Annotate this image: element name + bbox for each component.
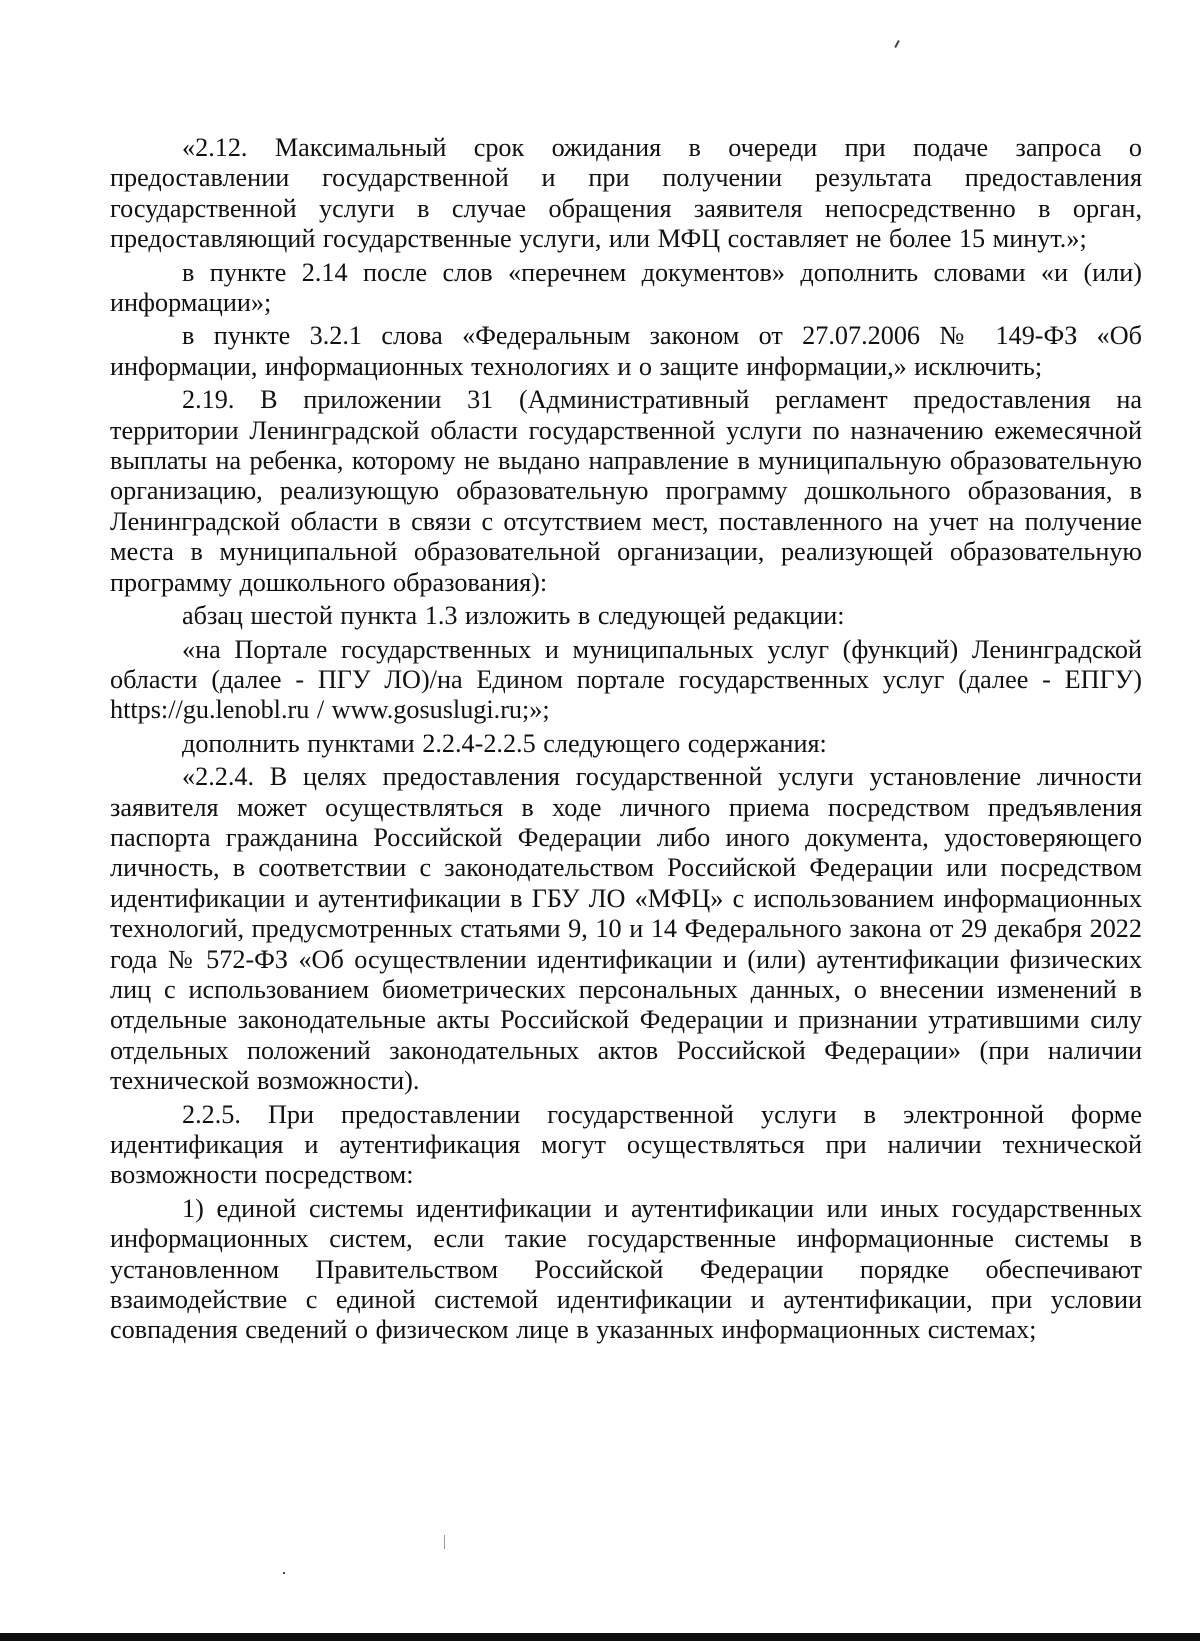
- paragraph-add-points-instruction: дополнить пунктами 2.2.4-2.2.5 следующего содержания:: [182, 728, 827, 758]
- scan-speck: [283, 1572, 285, 1574]
- list-item-1: 1) единой системы идентификации и аутентификации или иных государственных информационных систем, если такие государственные информационные системы в установленном Правительством Российской Федерации порядке обеспечивают взаимодействие с единой системой идентификации и аутентификации, при условии совпадения сведений о физическом лице в указанных информационных системах;: [110, 1193, 1142, 1345]
- scan-speck: [894, 40, 900, 48]
- paragraph-2-19: 2.19. В приложении 31 (Административный регламент предоставления на территории Ленинградской области государственной услуги по назначению ежемесячной выплаты на ребенка, которому не выдано направление в муниципальную образовательную организацию, реализующую образовательную программу дошкольного образования, в Ленинградской области в связи с отсутствием мест, поставленного на учет на получение места в муниципальной образовательной организации, реализующей образовательную программу дошкольного образования):: [110, 385, 1142, 597]
- scan-speck: [444, 1535, 445, 1549]
- paragraph-1-3-instruction: абзац шестой пункта 1.3 изложить в следующей редакции:: [182, 601, 845, 631]
- paragraph-portal-text: «на Портале государственных и муниципальных услуг (функций) Ленинградской области (далее - ПГУ ЛО)/на Едином портале государственных услуг (далее - ЕПГУ) https://gu.lenobl.ru / www.gosuslugi.ru;»;: [110, 634, 1142, 725]
- paragraph-2-14-amendment: в пункте 2.14 после слов «перечнем документов» дополнить словами «и (или) информации»;: [110, 257, 1142, 318]
- document-page: [110, 133, 1142, 1349]
- paragraph-2-2-4: «2.2.4. В целях предоставления государственной услуги установление личности заявителя может осуществляться в ходе личного приема посредством предъявления паспорта гражданина Российской Федерации либо иного документа, удостоверяющего личность, в соответствии с законодательством Российской Федерации или посредством идентификации и аутентификации в ГБУ ЛО «МФЦ» с использованием информационных технологий, предусмотренных статьями 9, 10 и 14 Федерального закона от 29 декабря 2022 года № 572-ФЗ «Об осуществлении идентификации и (или) аутентификации физических лиц с использованием биометрических персональных данных, о внесении изменений в отдельные законодательные акты Российской Федерации и признании утратившими силу отдельных положений законодательных актов Российской Федерации» (при наличии технической возможности).: [110, 762, 1142, 1096]
- paragraph-2-12: «2.12. Максимальный срок ожидания в очереди при подаче запроса о предоставлении государственной и при получении результата предоставления государственной услуги в случае обращения заявителя непосредственно в орган, предоставляющий государственные услуги, или МФЦ составляет не более 15 минут.»;: [110, 133, 1142, 254]
- paragraph-2-2-5: 2.2.5. При предоставлении государственной услуги в электронной форме идентификация и аутентификация могут осуществляться при наличии технической возможности посредством:: [110, 1099, 1142, 1190]
- paragraph-3-2-1-amendment: в пункте 3.2.1 слова «Федеральным законом от 27.07.2006 № 149-ФЗ «Об информации, информационных технологиях и о защите информации,» исключить;: [110, 321, 1142, 381]
- scan-edge-bar: [0, 1633, 1200, 1641]
